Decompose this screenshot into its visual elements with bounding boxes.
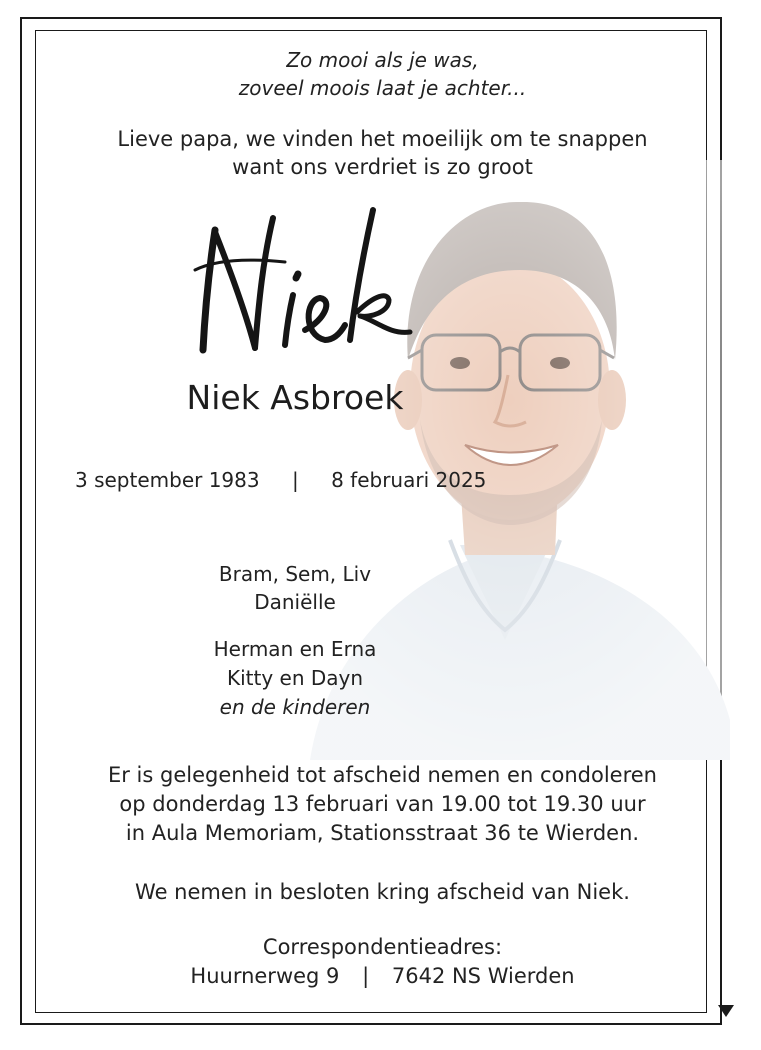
- address-postal: 7642 NS Wierden: [391, 964, 575, 988]
- announcement-line-2: op donderdag 13 februari van 19.00 tot 19.30 uur: [119, 792, 646, 816]
- date-separator: |: [291, 468, 299, 492]
- family-line-2: Daniëlle: [254, 590, 336, 614]
- announcement-line-3: in Aula Memoriam, Stationsstraat 36 te Wierden.: [125, 821, 640, 845]
- announcement-line-1: Er is gelegenheid tot afscheid nemen en condoleren: [107, 763, 657, 787]
- correspondence-label: Correspondentieadres:: [262, 935, 503, 959]
- death-date: 8 februari 2025: [331, 468, 487, 492]
- intro-line-2: want ons verdriet is zo groot: [232, 155, 533, 179]
- address-street: Huurnerweg 9: [190, 964, 340, 988]
- family-line-3: Herman en Erna: [213, 637, 377, 661]
- motto-line-2: zoveel moois laat je achter...: [238, 76, 527, 100]
- signature-niek: [175, 200, 455, 360]
- address-separator: |: [362, 964, 370, 988]
- birth-date: 3 september 1983: [75, 468, 260, 492]
- corner-arrow-icon: [718, 1005, 734, 1017]
- family-line-4: Kitty en Dayn: [226, 666, 364, 690]
- closing-line: We nemen in besloten kring afscheid van Niek.: [135, 880, 630, 904]
- intro-line-1: Lieve papa, we vinden het moeilijk om te snappen: [117, 127, 648, 151]
- family-line-5: en de kinderen: [219, 695, 371, 719]
- life-dates: [75, 468, 486, 492]
- motto-line-1: Zo mooi als je was,: [286, 48, 479, 72]
- family-line-1: Bram, Sem, Liv: [218, 562, 372, 586]
- correspondence-address: [60, 963, 705, 989]
- full-name: Niek Asbroek: [186, 378, 404, 417]
